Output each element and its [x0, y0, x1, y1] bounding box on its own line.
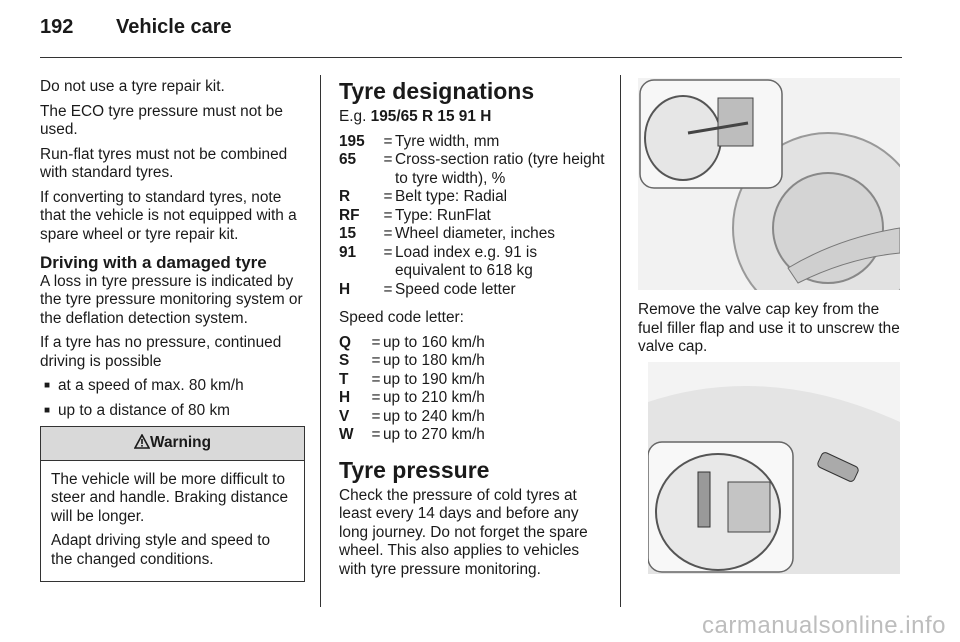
- warning-header: [41, 427, 304, 461]
- page-number: 192: [40, 16, 74, 38]
- definition-value: up to 160 km/h: [383, 333, 485, 351]
- definition-row: [339, 352, 607, 371]
- definition-row: [339, 133, 607, 152]
- example-line: [339, 108, 607, 127]
- definition-key: 195: [339, 132, 365, 150]
- list-item: ■ at a speed of max. 80 km/h: [40, 377, 305, 396]
- definition-row: [339, 151, 607, 188]
- image-caption: Remove the valve cap key from the fuel filler flap and use it to unscrew the valve cap.: [638, 301, 900, 355]
- definition-value: up to 180 km/h: [383, 352, 485, 369]
- equals-sign: =: [383, 132, 393, 150]
- column-divider-2: [620, 75, 621, 607]
- equals-sign: =: [371, 352, 381, 369]
- definition-value: Load index e.g. 91 is equivalent to 618 kg: [395, 243, 538, 279]
- valve-cap-image: [648, 362, 900, 574]
- equals-sign: =: [371, 426, 381, 443]
- equals-sign: =: [383, 225, 393, 242]
- column-3: [638, 301, 906, 363]
- definition-value: Wheel diameter, inches: [395, 225, 555, 242]
- definition-value: up to 270 km/h: [383, 426, 485, 443]
- definition-key: 91: [339, 243, 357, 261]
- warning-text: Adapt driving style and speed to the changed conditions.: [51, 532, 271, 568]
- paragraph: Check the pressure of cold tyres at least every 14 days and before any long journey. Do not forget the spare wheel. This also applies to vehicles with tyre pressure monitoring.: [339, 486, 588, 578]
- definition-row: [339, 188, 607, 207]
- definition-key: W: [339, 426, 354, 443]
- equals-sign: =: [383, 206, 393, 224]
- equals-sign: =: [371, 389, 381, 406]
- equals-sign: =: [383, 151, 393, 168]
- column-divider-1: [320, 75, 321, 607]
- definition-key: S: [339, 352, 350, 369]
- definition-value: Speed code letter: [395, 280, 516, 298]
- definition-row: [339, 408, 607, 427]
- equals-sign: =: [371, 407, 381, 425]
- example-code: 195/65 R 15 91 H: [370, 108, 492, 125]
- paragraph: If a tyre has no pressure, continued driving is possible: [40, 334, 282, 370]
- definition-key: T: [339, 370, 349, 388]
- definition-value: Tyre width, mm: [395, 132, 500, 150]
- definition-value: Type: RunFlat: [395, 206, 491, 224]
- equals-sign: =: [383, 188, 393, 205]
- valve-cap-key-image: [638, 78, 900, 290]
- definition-row: [339, 244, 607, 281]
- definition-value: up to 190 km/h: [383, 370, 485, 388]
- speed-code-list: [339, 334, 607, 445]
- definition-value: Belt type: Radial: [395, 188, 508, 205]
- definition-value: up to 210 km/h: [383, 389, 485, 406]
- section-title: Vehicle care: [116, 16, 232, 38]
- definition-key: V: [339, 407, 350, 425]
- speed-intro: Speed code letter:: [339, 309, 464, 326]
- definition-value: Cross-section ratio (tyre height to tyre width), %: [395, 151, 605, 187]
- warning-triangle-icon: [134, 434, 150, 449]
- equals-sign: =: [371, 370, 381, 388]
- warning-box: [40, 426, 305, 582]
- equals-sign: =: [383, 243, 393, 261]
- definition-key: 15: [339, 225, 357, 242]
- warning-text: The vehicle will be more difficult to steer and handle. Braking distance will be longer.: [51, 470, 288, 525]
- page-header: [40, 16, 232, 39]
- paragraph: The ECO tyre pressure must not be used.: [40, 102, 283, 138]
- definition-row: [339, 426, 607, 445]
- watermark: carmanualsonline.info: [702, 612, 946, 639]
- section-heading: Driving with a damaged tyre: [40, 253, 267, 272]
- definition-row: [339, 334, 607, 353]
- section-heading: Tyre designations: [339, 78, 535, 104]
- header-rule: [40, 57, 902, 58]
- list-item: ■ up to a distance of 80 km: [40, 402, 305, 421]
- paragraph: Do not use a tyre repair kit.: [40, 78, 225, 95]
- warning-title: Warning: [150, 434, 211, 451]
- definition-row: [339, 281, 607, 300]
- definition-key: Q: [339, 333, 351, 351]
- definition-row: [339, 225, 607, 244]
- equals-sign: =: [383, 280, 393, 298]
- equals-sign: =: [371, 333, 381, 351]
- column-1: [40, 78, 305, 582]
- column-2: [339, 78, 607, 585]
- definition-value: up to 240 km/h: [383, 407, 485, 425]
- section-heading: Tyre pressure: [339, 456, 490, 483]
- definition-key: H: [339, 389, 351, 406]
- definition-key: 65: [339, 151, 357, 168]
- definition-row: [339, 389, 607, 408]
- definition-row: [339, 207, 607, 226]
- designation-list: [339, 133, 607, 300]
- paragraph: Run-flat tyres must not be combined with standard tyres.: [40, 145, 288, 181]
- definition-key: H: [339, 280, 351, 298]
- paragraph: If converting to standard tyres, note that the vehicle is not equipped with a spare wheel or tyre repair kit.: [40, 188, 297, 243]
- definition-key: R: [339, 188, 351, 205]
- example-prefix: E.g.: [339, 108, 367, 125]
- definition-row: [339, 371, 607, 390]
- paragraph: A loss in tyre pressure is indicated by the tyre pressure monitoring system or the deflation detection system.: [40, 272, 303, 327]
- definition-key: RF: [339, 206, 360, 224]
